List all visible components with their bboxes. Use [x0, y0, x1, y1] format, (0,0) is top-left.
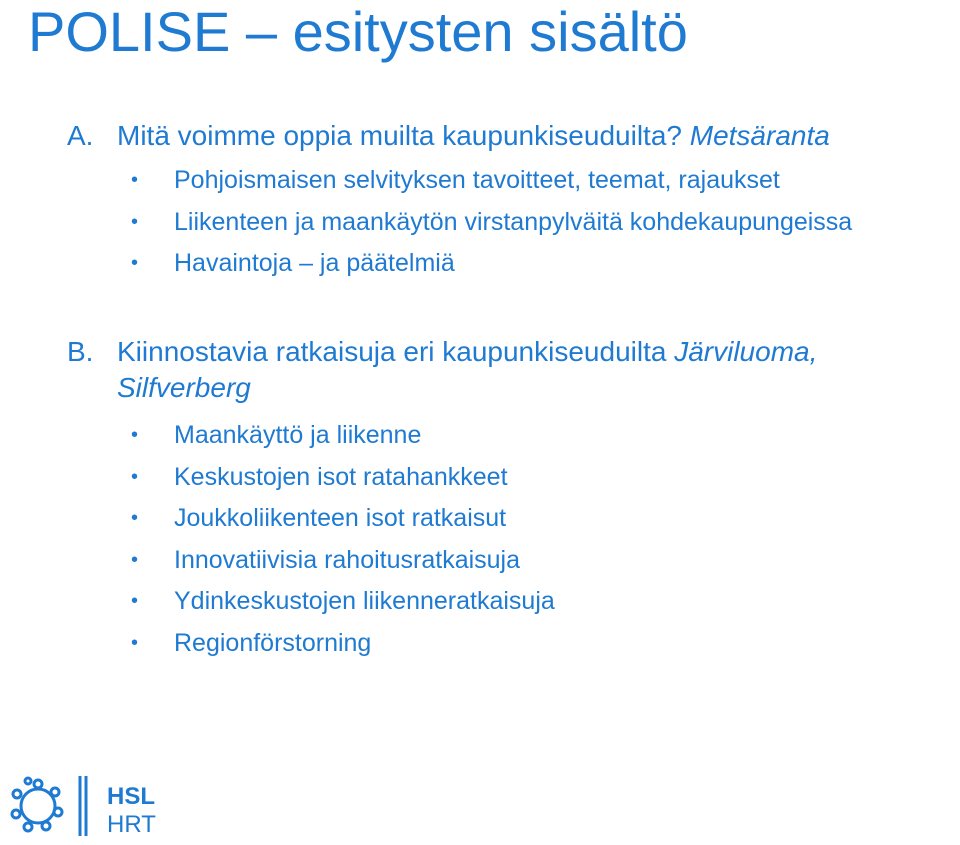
section-b — [67, 334, 952, 664]
section-a — [67, 118, 952, 285]
bullet-icon: • — [131, 252, 139, 274]
section-b-text: Kiinnostavia ratkaisuja eri kaupunkiseuduilta — [117, 336, 667, 367]
bullet-icon: • — [131, 465, 139, 488]
list-item: • Maankäyttö ja liikenne — [67, 415, 952, 457]
list-item: • Regionförstorning — [67, 623, 952, 665]
section-a-letter: A. — [67, 120, 94, 151]
bullet-icon: • — [131, 210, 139, 233]
bullet-icon: • — [131, 631, 139, 654]
section-a-author: Metsäranta — [689, 120, 830, 151]
bullet-icon: • — [131, 507, 139, 529]
list-item: • Innovatiivisia rahoitusratkaisuja — [67, 540, 952, 582]
logo-line2: HRT — [107, 811, 156, 838]
list-item: • Havaintoja – ja päätelmiä — [67, 243, 952, 285]
section-b-author-2: Silfverberg — [117, 372, 251, 403]
section-b-author-1: Järviluoma, — [674, 336, 818, 367]
section-a-list — [67, 160, 952, 285]
section-b-letter: B. — [67, 336, 94, 367]
list-item: • Joukkoliikenteen isot ratkaisut — [67, 498, 952, 540]
list-item: • Pohjoismaisen selvityksen tavoitteet, teemat, rajaukset — [67, 160, 952, 202]
list-item: • Keskustojen isot ratahankkeet — [67, 457, 952, 499]
section-b-list — [67, 415, 952, 664]
bullet-icon: • — [131, 169, 139, 191]
slide-title: POLISE – esitysten sisältö — [28, 0, 688, 63]
bullet-icon: • — [131, 424, 139, 446]
list-item: • Liikenteen ja maankäytön virstanpylväitä kohdekaupungeissa — [67, 202, 952, 244]
section-a-text: Mitä voimme oppia muilta kaupunkiseuduilta? — [117, 120, 682, 151]
hsl-logo-icon — [6, 770, 176, 840]
section-a-heading — [67, 118, 952, 154]
bullet-icon: • — [131, 590, 139, 612]
hsl-logo — [6, 770, 176, 840]
section-b-heading — [67, 334, 952, 406]
bullet-icon: • — [131, 548, 139, 571]
logo-line1: HSL — [107, 783, 155, 810]
list-item: • Ydinkeskustojen liikenneratkaisuja — [67, 581, 952, 623]
